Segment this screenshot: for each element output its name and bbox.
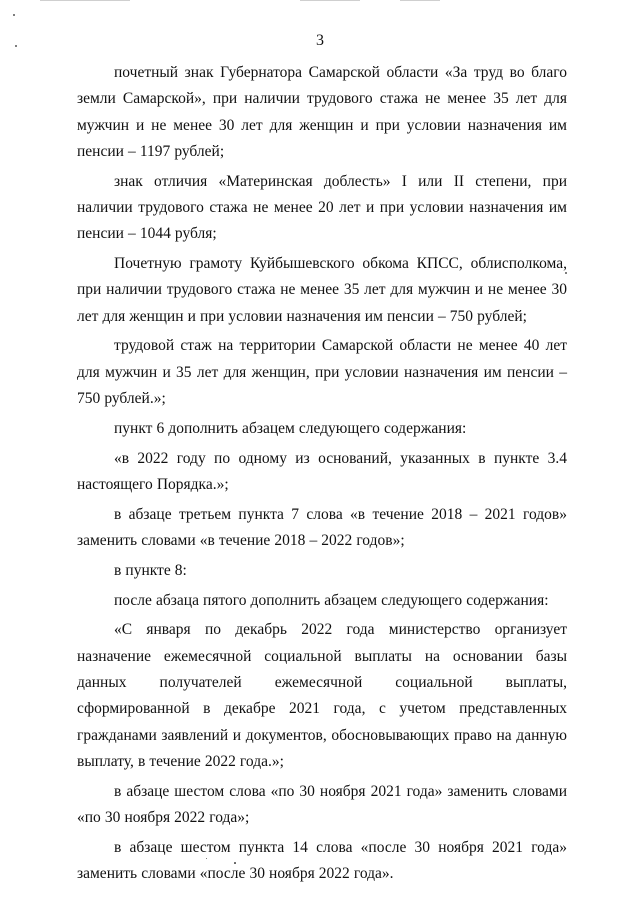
scan-artifact-line <box>300 0 360 1</box>
paragraph: «С января по декабрь 2022 года министерство организует назначение ежемесячной социальной выплаты на основании базы данных получателей ежемесячной социальной выплаты, сформированной в декабре 2021 года, с учетом представленных гражданами заявлений и документов, обосновывающих право на данную выплату, в течение 2022 года.»; <box>77 621 567 770</box>
scan-artifact-line <box>400 0 440 1</box>
document-body <box>77 60 567 891</box>
paragraph: трудовой стаж на территории Самарской области не менее 40 лет для мужчин и 35 лет для женщин, при условии назначения им пенсии – 750 рублей.»; <box>77 337 567 408</box>
scan-speck <box>13 14 15 16</box>
paragraph: «в 2022 году по одному из оснований, указанных в пункте 3.4 настоящего Порядка.»; <box>77 449 567 493</box>
paragraph: Почетную грамоту Куйбышевского обкома КПСС, облисполкома, при наличии трудового стажа не менее 35 лет для мужчин и не менее 30 лет для женщин и при условии назначения им пенсии – 750 рублей; <box>77 255 567 325</box>
paragraph: знак отличия «Материнская доблесть» I или II степени, при наличии трудового стажа не менее 20 лет и при условии назначения им пенсии – 1044 рубля; <box>77 172 567 243</box>
scan-artifact-line <box>40 0 130 1</box>
paragraph: после абзаца пятого дополнить абзацем следующего содержания: <box>114 591 549 609</box>
paragraph: в абзаце третьем пункта 7 слова «в течение 2018 – 2021 годов» заменить словами «в течение 2018 – 2022 годов»; <box>77 505 567 550</box>
page-number: 3 <box>316 32 324 49</box>
paragraph: почетный знак Губернатора Самарской области «За труд во благо земли Самарской», при наличии трудового стажа не менее 35 лет для мужчин и не менее 30 лет для женщин и при условии назначения им пенсии – 1197 рублей; <box>77 64 567 160</box>
paragraph: в абзаце шестом слова «по 30 ноября 2021 года» заменить словами «по 30 ноября 2022 года»; <box>77 782 567 827</box>
paragraph: в абзаце шестом пункта 14 слова «после 30 ноября 2021 года» заменить словами «после 30 ноября 2022 года». <box>77 838 567 883</box>
paragraph: в пункте 8: <box>114 561 187 579</box>
paragraph: пункт 6 дополнить абзацем следующего содержания: <box>114 419 467 437</box>
